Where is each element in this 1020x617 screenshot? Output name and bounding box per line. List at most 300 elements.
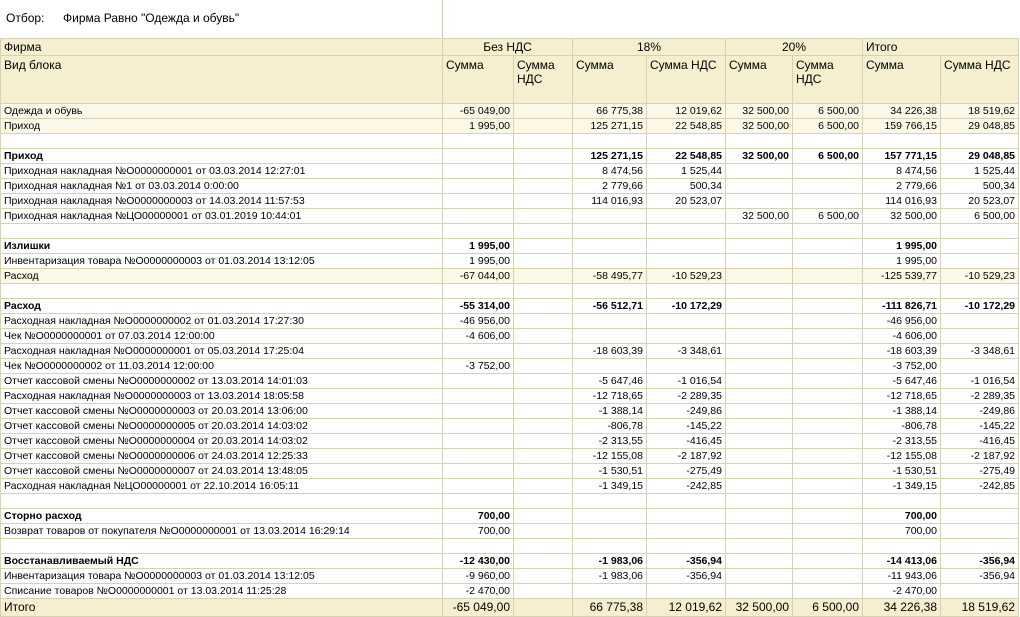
value-cell: -10 172,29 — [647, 299, 726, 314]
value-cell — [573, 284, 647, 299]
header-sum: Сумма — [863, 56, 941, 104]
table-row — [1, 554, 1019, 569]
value-cell — [514, 464, 573, 479]
value-cell — [647, 209, 726, 224]
value-cell — [573, 524, 647, 539]
value-cell: -3 752,00 — [863, 359, 941, 374]
value-cell — [793, 179, 863, 194]
value-cell — [726, 419, 793, 434]
row-label: Восстанавливаемый НДС — [1, 554, 443, 569]
value-cell — [514, 179, 573, 194]
header-firm: Фирма — [1, 39, 443, 56]
table-row — [1, 239, 1019, 254]
row-label: Расходная накладная №ЦО00000001 от 22.10.2014 16:05:11 — [1, 479, 443, 494]
table-row — [1, 494, 1019, 509]
table-row — [1, 569, 1019, 584]
value-cell: -2 289,35 — [647, 389, 726, 404]
value-cell: 1 995,00 — [443, 254, 514, 269]
value-cell: -5 647,46 — [573, 374, 647, 389]
value-cell — [647, 239, 726, 254]
value-cell — [443, 404, 514, 419]
row-label: Отчет кассовой смены №О0000000007 от 24.03.2014 13:48:05 — [1, 464, 443, 479]
value-cell — [726, 134, 793, 149]
row-label: Расходная накладная №О0000000003 от 13.03.2014 18:05:58 — [1, 389, 443, 404]
value-cell: -10 172,29 — [941, 299, 1019, 314]
value-cell — [514, 164, 573, 179]
value-cell — [514, 194, 573, 209]
table-row — [1, 434, 1019, 449]
value-cell — [793, 584, 863, 599]
table-row — [1, 374, 1019, 389]
value-cell — [726, 254, 793, 269]
value-cell: 12 019,62 — [647, 104, 726, 119]
table-row — [1, 194, 1019, 209]
value-cell — [647, 329, 726, 344]
value-cell: -9 960,00 — [443, 569, 514, 584]
value-cell — [793, 509, 863, 524]
value-cell — [726, 194, 793, 209]
value-cell — [514, 599, 573, 617]
value-cell — [647, 509, 726, 524]
value-cell — [941, 329, 1019, 344]
value-cell: 125 271,15 — [573, 149, 647, 164]
value-cell — [863, 224, 941, 239]
row-label: Расход — [1, 299, 443, 314]
table-row — [1, 359, 1019, 374]
table-row — [1, 104, 1019, 119]
value-cell: 20 523,07 — [941, 194, 1019, 209]
value-cell: 6 500,00 — [793, 104, 863, 119]
value-cell — [726, 359, 793, 374]
value-cell — [726, 329, 793, 344]
header-sum: Сумма — [443, 56, 514, 104]
value-cell — [793, 344, 863, 359]
value-cell — [443, 494, 514, 509]
filter-label: Отбор: — [6, 11, 45, 25]
value-cell: -416,45 — [647, 434, 726, 449]
value-cell: 32 500,00 — [726, 209, 793, 224]
value-cell: -46 956,00 — [443, 314, 514, 329]
table-row — [1, 509, 1019, 524]
value-cell: 32 500,00 — [726, 149, 793, 164]
value-cell: -1 530,51 — [573, 464, 647, 479]
row-label: Приходная накладная №О0000000003 от 14.03.2014 11:57:53 — [1, 194, 443, 209]
value-cell: 700,00 — [863, 509, 941, 524]
value-cell: 32 500,00 — [726, 119, 793, 134]
value-cell — [443, 149, 514, 164]
value-cell: 500,34 — [647, 179, 726, 194]
value-cell — [573, 314, 647, 329]
value-cell — [793, 434, 863, 449]
row-label: Инвентаризация товара №О0000000003 от 01.03.2014 13:12:05 — [1, 569, 443, 584]
header-vat-sum: Сумма НДС — [514, 56, 573, 104]
row-label: Отчет кассовой смены №О0000000004 от 20.03.2014 14:03:02 — [1, 434, 443, 449]
header-vat-sum: Сумма НДС — [647, 56, 726, 104]
value-cell — [941, 134, 1019, 149]
value-cell — [726, 404, 793, 419]
table-row — [1, 209, 1019, 224]
row-label: Отчет кассовой смены №О0000000002 от 13.03.2014 14:01:03 — [1, 374, 443, 389]
value-cell — [514, 314, 573, 329]
value-cell — [514, 389, 573, 404]
value-cell: -145,22 — [941, 419, 1019, 434]
value-cell: 66 775,38 — [573, 599, 647, 617]
value-cell — [726, 299, 793, 314]
value-cell — [647, 134, 726, 149]
value-cell: 1 995,00 — [863, 254, 941, 269]
value-cell: -1 016,54 — [941, 374, 1019, 389]
value-cell: -2 470,00 — [443, 584, 514, 599]
value-cell — [514, 299, 573, 314]
value-cell: -145,22 — [647, 419, 726, 434]
value-cell — [573, 239, 647, 254]
value-cell — [941, 494, 1019, 509]
value-cell: 32 500,00 — [726, 599, 793, 617]
value-cell: -242,85 — [647, 479, 726, 494]
value-cell — [863, 284, 941, 299]
row-label: Приход — [1, 149, 443, 164]
value-cell: 1 525,44 — [941, 164, 1019, 179]
value-cell: 2 779,66 — [863, 179, 941, 194]
header-block-type: Вид блока — [1, 56, 443, 104]
header-group-no-vat: Без НДС — [443, 39, 573, 56]
value-cell — [726, 539, 793, 554]
value-cell: -111 826,71 — [863, 299, 941, 314]
value-cell: -2 187,92 — [941, 449, 1019, 464]
value-cell: -1 016,54 — [647, 374, 726, 389]
table-row — [1, 224, 1019, 239]
value-cell — [793, 329, 863, 344]
header-row-columns — [1, 56, 1019, 104]
value-cell: -3 752,00 — [443, 359, 514, 374]
row-label — [1, 494, 443, 509]
value-cell — [941, 254, 1019, 269]
table-row — [1, 404, 1019, 419]
value-cell — [793, 464, 863, 479]
value-cell: 114 016,93 — [573, 194, 647, 209]
value-cell: -12 718,65 — [573, 389, 647, 404]
table-row — [1, 464, 1019, 479]
value-cell — [941, 284, 1019, 299]
value-cell — [573, 254, 647, 269]
value-cell — [793, 194, 863, 209]
value-cell — [443, 344, 514, 359]
value-cell: -12 718,65 — [863, 389, 941, 404]
value-cell — [647, 494, 726, 509]
value-cell — [941, 539, 1019, 554]
table-row — [1, 284, 1019, 299]
value-cell: 34 226,38 — [863, 104, 941, 119]
value-cell: 700,00 — [443, 524, 514, 539]
value-cell: -14 413,06 — [863, 554, 941, 569]
value-cell — [726, 584, 793, 599]
value-cell: -2 313,55 — [573, 434, 647, 449]
value-cell — [941, 524, 1019, 539]
value-cell — [647, 539, 726, 554]
value-cell: -4 606,00 — [443, 329, 514, 344]
table-row — [1, 524, 1019, 539]
value-cell — [793, 449, 863, 464]
value-cell — [443, 179, 514, 194]
value-cell — [726, 224, 793, 239]
row-label: Сторно расход — [1, 509, 443, 524]
value-cell: -12 155,08 — [573, 449, 647, 464]
row-label: Приход — [1, 119, 443, 134]
value-cell: -416,45 — [941, 434, 1019, 449]
value-cell: -1 388,14 — [863, 404, 941, 419]
value-cell: 12 019,62 — [647, 599, 726, 617]
header-vat-sum: Сумма НДС — [793, 56, 863, 104]
value-cell: -1 530,51 — [863, 464, 941, 479]
value-cell — [647, 584, 726, 599]
header-group-18: 18% — [573, 39, 726, 56]
value-cell: -1 983,06 — [573, 554, 647, 569]
table-row — [1, 314, 1019, 329]
value-cell — [793, 164, 863, 179]
value-cell: -65 049,00 — [443, 599, 514, 617]
row-label: Отчет кассовой смены №О0000000006 от 24.03.2014 12:25:33 — [1, 449, 443, 464]
value-cell: 34 226,38 — [863, 599, 941, 617]
value-cell: 125 271,15 — [573, 119, 647, 134]
value-cell: 1 995,00 — [443, 119, 514, 134]
value-cell — [726, 284, 793, 299]
value-cell — [726, 374, 793, 389]
table-row — [1, 479, 1019, 494]
row-label — [1, 539, 443, 554]
value-cell — [514, 554, 573, 569]
row-label — [1, 284, 443, 299]
row-label: Списание товаров №О0000000001 от 13.03.2014 11:25:28 — [1, 584, 443, 599]
value-cell — [514, 359, 573, 374]
value-cell — [443, 419, 514, 434]
value-cell — [793, 224, 863, 239]
value-cell — [573, 584, 647, 599]
value-cell: -11 943,06 — [863, 569, 941, 584]
value-cell — [573, 509, 647, 524]
value-cell — [793, 359, 863, 374]
value-cell — [647, 524, 726, 539]
table-row — [1, 134, 1019, 149]
value-cell — [573, 539, 647, 554]
value-cell: -2 470,00 — [863, 584, 941, 599]
value-cell — [443, 194, 514, 209]
value-cell: -356,94 — [941, 554, 1019, 569]
value-cell — [514, 419, 573, 434]
table-row — [1, 389, 1019, 404]
value-cell: 159 766,15 — [863, 119, 941, 134]
value-cell — [793, 524, 863, 539]
value-cell: 6 500,00 — [793, 209, 863, 224]
value-cell — [443, 449, 514, 464]
value-cell — [443, 164, 514, 179]
value-cell — [514, 374, 573, 389]
value-cell — [726, 179, 793, 194]
table-row — [1, 344, 1019, 359]
value-cell — [793, 284, 863, 299]
value-cell: -1 349,15 — [863, 479, 941, 494]
value-cell: 2 779,66 — [573, 179, 647, 194]
row-label: Чек №О0000000001 от 07.03.2014 12:00:00 — [1, 329, 443, 344]
value-cell — [443, 479, 514, 494]
total-row — [1, 599, 1019, 617]
table-row — [1, 584, 1019, 599]
value-cell: 32 500,00 — [726, 104, 793, 119]
value-cell — [726, 479, 793, 494]
value-cell: 6 500,00 — [793, 119, 863, 134]
report-table — [0, 38, 1019, 617]
value-cell — [514, 584, 573, 599]
value-cell: -2 289,35 — [941, 389, 1019, 404]
header-group-20: 20% — [726, 39, 863, 56]
value-cell — [443, 539, 514, 554]
value-cell: 6 500,00 — [793, 599, 863, 617]
value-cell — [443, 209, 514, 224]
value-cell: 29 048,85 — [941, 119, 1019, 134]
value-cell: -4 606,00 — [863, 329, 941, 344]
value-cell — [573, 329, 647, 344]
value-cell — [726, 464, 793, 479]
value-cell — [514, 284, 573, 299]
value-cell — [941, 224, 1019, 239]
value-cell — [573, 209, 647, 224]
table-row — [1, 119, 1019, 134]
value-cell — [726, 449, 793, 464]
table-row — [1, 149, 1019, 164]
value-cell — [793, 134, 863, 149]
value-cell — [793, 494, 863, 509]
value-cell: -1 983,06 — [573, 569, 647, 584]
value-cell: 1 995,00 — [443, 239, 514, 254]
value-cell — [573, 134, 647, 149]
value-cell — [941, 239, 1019, 254]
value-cell: 1 995,00 — [863, 239, 941, 254]
header-row-groups — [1, 39, 1019, 56]
value-cell — [647, 254, 726, 269]
table-row — [1, 419, 1019, 434]
filter-header — [0, 0, 1020, 38]
value-cell — [514, 269, 573, 284]
value-cell: -18 603,39 — [863, 344, 941, 359]
value-cell: -356,94 — [647, 569, 726, 584]
value-cell — [941, 584, 1019, 599]
value-cell — [443, 284, 514, 299]
value-cell: 500,34 — [941, 179, 1019, 194]
value-cell — [443, 224, 514, 239]
value-cell: 700,00 — [863, 524, 941, 539]
table-row — [1, 254, 1019, 269]
value-cell — [514, 254, 573, 269]
value-cell: -275,49 — [941, 464, 1019, 479]
table-row — [1, 299, 1019, 314]
value-cell: 6 500,00 — [941, 209, 1019, 224]
value-cell: -2 313,55 — [863, 434, 941, 449]
value-cell — [726, 269, 793, 284]
value-cell: -55 314,00 — [443, 299, 514, 314]
value-cell — [514, 539, 573, 554]
value-cell: -2 187,92 — [647, 449, 726, 464]
value-cell: -5 647,46 — [863, 374, 941, 389]
value-cell: 32 500,00 — [863, 209, 941, 224]
value-cell — [514, 404, 573, 419]
value-cell — [726, 164, 793, 179]
value-cell — [514, 509, 573, 524]
value-cell: 66 775,38 — [573, 104, 647, 119]
value-cell — [726, 344, 793, 359]
value-cell: 18 519,62 — [941, 104, 1019, 119]
value-cell — [514, 494, 573, 509]
value-cell — [793, 374, 863, 389]
value-cell — [793, 404, 863, 419]
value-cell — [573, 224, 647, 239]
header-group-total: Итого — [863, 39, 1019, 56]
value-cell: -18 603,39 — [573, 344, 647, 359]
value-cell — [514, 149, 573, 164]
row-label: Инвентаризация товара №О0000000003 от 01.03.2014 13:12:05 — [1, 254, 443, 269]
value-cell — [863, 539, 941, 554]
value-cell — [514, 434, 573, 449]
value-cell: 114 016,93 — [863, 194, 941, 209]
value-cell — [573, 494, 647, 509]
row-label: Одежда и обувь — [1, 104, 443, 119]
value-cell — [941, 359, 1019, 374]
row-label — [1, 134, 443, 149]
value-cell — [941, 509, 1019, 524]
row-label: Возврат товаров от покупателя №О0000000001 от 13.03.2014 16:29:14 — [1, 524, 443, 539]
row-label: Чек №О0000000002 от 11.03.2014 12:00:00 — [1, 359, 443, 374]
value-cell: -65 049,00 — [443, 104, 514, 119]
value-cell — [514, 224, 573, 239]
value-cell — [443, 464, 514, 479]
value-cell — [863, 494, 941, 509]
value-cell: 1 525,44 — [647, 164, 726, 179]
value-cell: -46 956,00 — [863, 314, 941, 329]
row-label: Расходная накладная №О0000000001 от 05.03.2014 17:25:04 — [1, 344, 443, 359]
value-cell: -356,94 — [647, 554, 726, 569]
header-divider — [442, 0, 443, 38]
value-cell: -10 529,23 — [941, 269, 1019, 284]
value-cell: -1 349,15 — [573, 479, 647, 494]
value-cell — [514, 134, 573, 149]
row-label — [1, 224, 443, 239]
value-cell — [726, 569, 793, 584]
value-cell — [793, 569, 863, 584]
value-cell: 22 548,85 — [647, 149, 726, 164]
value-cell — [443, 134, 514, 149]
value-cell: -806,78 — [573, 419, 647, 434]
row-label: Отчет кассовой смены №О0000000005 от 20.03.2014 14:03:02 — [1, 419, 443, 434]
value-cell — [514, 479, 573, 494]
value-cell — [647, 284, 726, 299]
value-cell — [793, 254, 863, 269]
value-cell — [793, 479, 863, 494]
value-cell: -12 430,00 — [443, 554, 514, 569]
value-cell — [443, 374, 514, 389]
table-row — [1, 539, 1019, 554]
value-cell: 20 523,07 — [647, 194, 726, 209]
value-cell — [514, 119, 573, 134]
value-cell — [443, 389, 514, 404]
value-cell — [514, 449, 573, 464]
value-cell: -3 348,61 — [647, 344, 726, 359]
value-cell: 18 519,62 — [941, 599, 1019, 617]
row-label: Приходная накладная №1 от 03.03.2014 0:00:00 — [1, 179, 443, 194]
row-label: Расход — [1, 269, 443, 284]
value-cell: 22 548,85 — [647, 119, 726, 134]
value-cell: -67 044,00 — [443, 269, 514, 284]
value-cell: -12 155,08 — [863, 449, 941, 464]
value-cell — [647, 314, 726, 329]
value-cell — [514, 569, 573, 584]
